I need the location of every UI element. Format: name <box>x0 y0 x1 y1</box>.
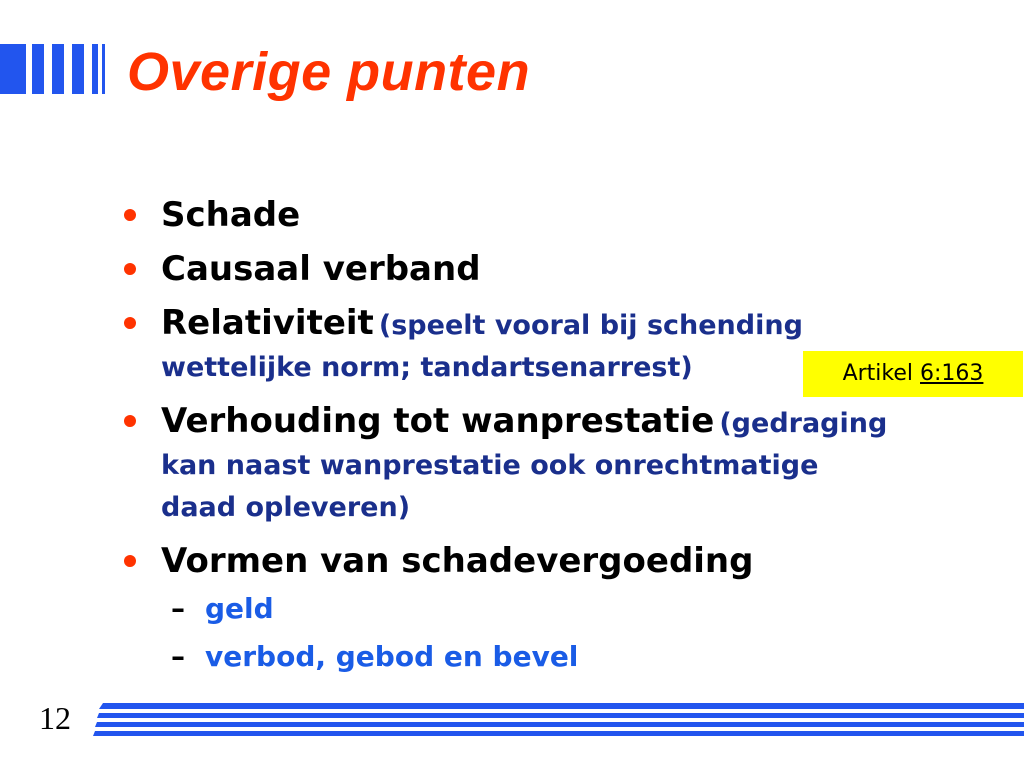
bullet-dot <box>124 555 136 567</box>
sub-bullet-list <box>161 587 1004 683</box>
bullet-item-vormen-schadevergoeding <box>124 539 1004 683</box>
bullet-dot <box>124 209 136 221</box>
bullet-note-continued: wettelijke norm; tandartsenarrest) <box>161 352 693 383</box>
dash-marker: – <box>171 640 185 673</box>
bullet-item-causaal-verband <box>124 247 1004 291</box>
sub-bullet-item <box>161 587 1004 635</box>
bullet-dot <box>124 317 136 329</box>
footer-stripes-decoration <box>93 703 1024 739</box>
bullet-note-continued: daad opleveren) <box>161 492 411 523</box>
title-stripes-decoration <box>0 44 106 94</box>
bullet-dot <box>124 415 136 427</box>
bullet-text: Relativiteit <box>161 303 374 343</box>
bullet-text: Vormen van schadevergoeding <box>161 541 754 581</box>
page-number: 12 <box>39 700 71 736</box>
bullet-note: (speelt vooral bij schending <box>378 310 803 341</box>
sub-bullet-item <box>161 635 1004 683</box>
article-callout <box>803 351 1023 397</box>
sub-bullet-text: geld <box>205 592 274 625</box>
bullet-item-verhouding-wanprestatie <box>124 399 1004 529</box>
article-link[interactable]: 6:163 <box>920 361 984 386</box>
bullet-text: Verhouding tot wanprestatie <box>161 401 715 441</box>
bullet-dot <box>124 263 136 275</box>
dash-marker: – <box>171 592 185 625</box>
bullet-text: Causaal verband <box>161 249 481 289</box>
bullet-item-schade <box>124 193 1004 237</box>
sub-bullet-text: verbod, gebod en bevel <box>205 640 579 673</box>
bullet-list <box>124 193 1004 693</box>
bullet-note: (gedraging <box>719 408 888 439</box>
callout-prefix: Artikel <box>842 361 914 386</box>
bullet-text: Schade <box>161 195 301 235</box>
slide-title: Overige punten <box>127 42 531 102</box>
bullet-note-continued: kan naast wanprestatie ook onrechtmatige <box>161 450 819 481</box>
